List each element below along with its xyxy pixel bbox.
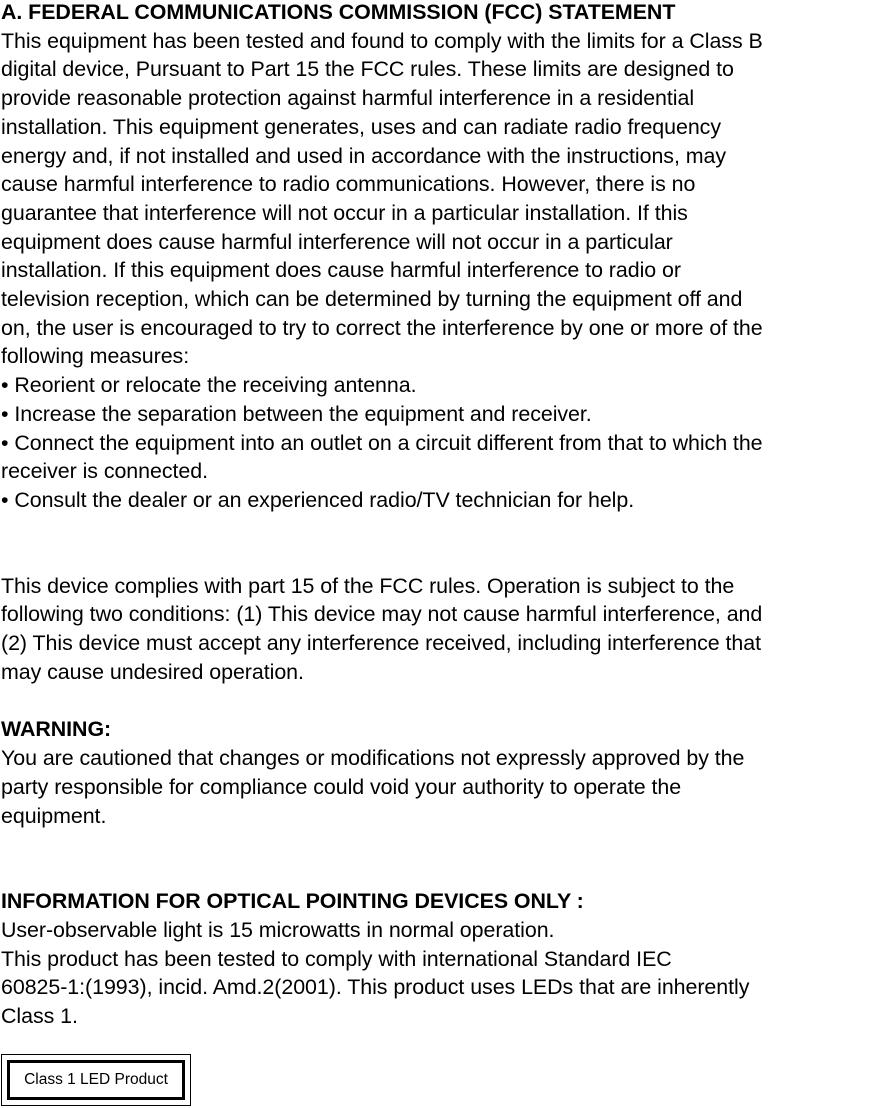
body-line: This product has been tested to comply with international Standard IEC xyxy=(1,946,672,971)
body-line: may cause undesired operation. xyxy=(1,659,304,684)
measure-item: • Increase the separation between the equipment and receiver. xyxy=(1,401,592,426)
body-line: guarantee that interference will not occur in a particular installation. If this xyxy=(1,200,688,225)
fcc-conditions-paragraph xyxy=(1,572,894,687)
body-line: following measures: xyxy=(1,344,190,369)
body-line: energy and, if not installed and used in accordance with the instructions, may xyxy=(1,143,726,168)
body-line: installation. This equipment generates, uses and can radiate radio frequency xyxy=(1,114,721,139)
class-1-led-badge xyxy=(1,1054,191,1106)
body-line: installation. If this equipment does cause harmful interference to radio or xyxy=(1,258,681,283)
body-line: television reception, which can be determined by turning the equipment off and xyxy=(1,287,743,312)
body-line: cause harmful interference to radio communications. However, there is no xyxy=(1,172,696,197)
body-line: Class 1. xyxy=(1,1004,78,1029)
body-line: This device complies with part 15 of the FCC rules. Operation is subject to the xyxy=(1,573,735,598)
optical-devices-heading: INFORMATION FOR OPTICAL POINTING DEVICES ONLY : xyxy=(1,889,584,914)
warning-heading: WARNING: xyxy=(1,717,112,742)
spacer xyxy=(1,515,894,572)
body-line: following two conditions: (1) This device may not cause harmful interference, and xyxy=(1,602,763,627)
measure-item: • Connect the equipment into an outlet on a circuit different from that to which the xyxy=(1,430,763,455)
body-line: party responsible for compliance could void your authority to operate the xyxy=(1,774,682,799)
fcc-measures-list xyxy=(1,371,894,515)
body-line: User-observable light is 15 microwatts in normal operation. xyxy=(1,917,555,942)
body-line: 60825-1:(1993), incid. Amd.2(2001). This product uses LEDs that are inherently xyxy=(1,975,750,1000)
body-line: on, the user is encouraged to try to correct the interference by one or more of the xyxy=(1,315,763,340)
body-line: provide reasonable protection against harmful interference in a residential xyxy=(1,86,695,111)
spacer xyxy=(1,686,894,715)
body-line: equipment. xyxy=(1,803,107,828)
body-line: equipment does cause harmful interference will not occur in a particular xyxy=(1,229,673,254)
body-line: You are cautioned that changes or modifications not expressly approved by the xyxy=(1,746,745,771)
optical-devices-paragraph xyxy=(1,916,894,1031)
body-line: (2) This device must accept any interference received, including interference that xyxy=(1,631,762,656)
warning-paragraph xyxy=(1,744,894,830)
spacer xyxy=(1,830,894,887)
document-page xyxy=(1,0,894,1031)
fcc-statement-body xyxy=(1,27,894,371)
measure-item: • Reorient or relocate the receiving antenna. xyxy=(1,373,417,398)
measure-item: • Consult the dealer or an experienced radio/TV technician for help. xyxy=(1,487,635,512)
fcc-statement-heading: A. FEDERAL COMMUNICATIONS COMMISSION (FCC) STATEMENT xyxy=(1,0,676,24)
measure-item: receiver is connected. xyxy=(1,459,208,484)
body-line: This equipment has been tested and found to comply with the limits for a Class B xyxy=(1,28,763,53)
body-line: digital device, Pursuant to Part 15 the FCC rules. These limits are designed to xyxy=(1,57,734,82)
class-1-led-badge-label: Class 1 LED Product xyxy=(7,1060,185,1100)
